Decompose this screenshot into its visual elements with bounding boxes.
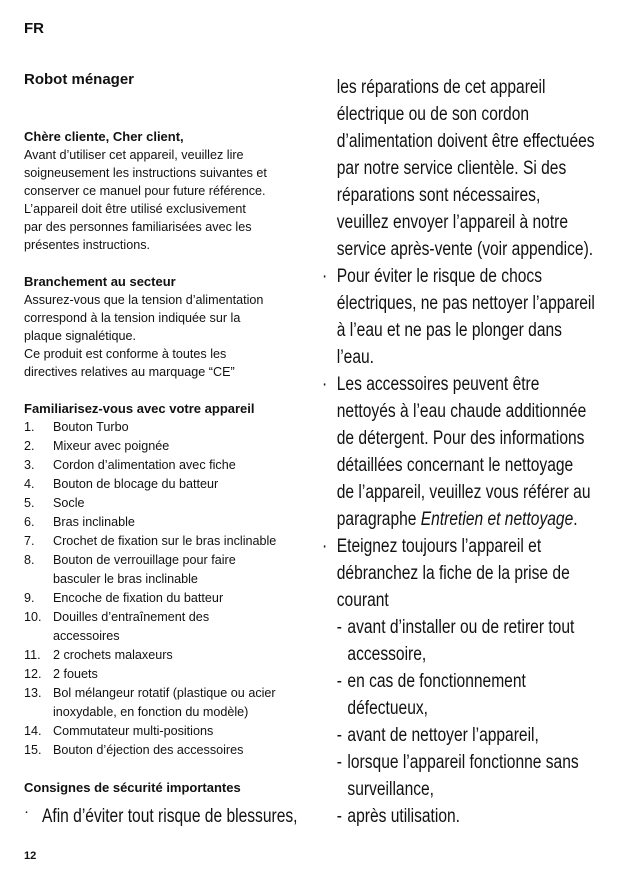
parts-list-item <box>24 551 306 589</box>
text-line: réparations sont nécessaires, <box>336 185 541 206</box>
item-text: Socle <box>53 496 85 510</box>
text-line: lorsque l’appareil fonctionne sans <box>347 752 579 773</box>
item-number: 1. <box>24 420 35 434</box>
text-line: après utilisation. <box>347 806 461 827</box>
item-number: 10. <box>24 610 42 624</box>
power-line: Ce produit est conforme à toutes les <box>24 347 227 361</box>
item-text: basculer le bras inclinable <box>53 572 198 586</box>
item-number: 4. <box>24 477 35 491</box>
text-line: de l’appareil, veuillez vous référer au <box>336 482 591 503</box>
text-line: détaillées concernant le nettoyage <box>336 455 574 476</box>
power-paragraph <box>24 291 306 381</box>
parts-list-item <box>24 418 306 437</box>
dash-icon: - <box>336 671 342 692</box>
item-text: Bol mélangeur rotatif (plastique ou acier <box>53 686 276 700</box>
text-line: avant de nettoyer l’appareil, <box>347 725 539 746</box>
power-line: correspond à la tension indiquée sur la <box>24 311 241 325</box>
power-line: plaque signalétique. <box>24 329 137 343</box>
language-code: FR <box>24 20 44 37</box>
dash-icon: - <box>336 725 342 746</box>
text-line: de détergent. Pour des informations <box>336 428 585 449</box>
text-line-with-reference <box>337 506 613 533</box>
document-title: Robot ménager <box>24 71 135 88</box>
parts-list-item <box>24 475 306 494</box>
text-line: courant <box>336 590 389 611</box>
power-heading: Branchement au secteur <box>24 274 176 289</box>
item-number: 7. <box>24 534 35 548</box>
intro-paragraph <box>24 146 306 254</box>
text-line: avant d’installer ou de retirer tout <box>347 617 575 638</box>
dash-item <box>322 722 612 749</box>
safety-heading: Consignes de sécurité importantes <box>24 780 241 795</box>
parts-list-item <box>24 665 306 684</box>
section-reference: Entretien et nettoyage <box>420 509 574 530</box>
parts-list-item <box>24 589 306 608</box>
item-text: Mixeur avec poignée <box>53 439 170 453</box>
item-text: 2 crochets malaxeurs <box>53 648 173 662</box>
item-text: Encoche de fixation du batteur <box>53 591 224 605</box>
safety-section <box>24 778 306 831</box>
item-text: inoxydable, en fonction du modèle) <box>53 705 249 719</box>
dash-icon: - <box>336 806 342 827</box>
intro-line: présentes instructions. <box>24 238 150 252</box>
text-line: les réparations de cet appareil <box>336 77 546 98</box>
parts-section <box>24 399 306 760</box>
parts-list-item <box>24 532 306 551</box>
text-line: l’eau. <box>336 347 375 368</box>
intro-line: conserver ce manuel pour future référence. <box>24 184 266 198</box>
item-text: accessoires <box>53 629 120 643</box>
item-text: Bouton de verrouillage pour faire <box>53 553 236 567</box>
text-line: Pour éviter le risque de chocs <box>336 266 543 287</box>
text-line: en cas de fonctionnement <box>347 671 526 692</box>
parts-list-item <box>24 741 306 760</box>
text-line: accessoire, <box>347 644 427 665</box>
item-number: 11. <box>24 648 41 662</box>
dash-icon: - <box>336 617 342 638</box>
bullet-electric-shock <box>322 263 612 371</box>
parts-list-item <box>24 646 306 665</box>
dash-icon: - <box>336 752 342 773</box>
right-column <box>322 74 612 830</box>
text-line: Eteignez toujours l’appareil et <box>336 536 542 557</box>
text-line: défectueux, <box>347 698 428 719</box>
parts-list-item <box>24 494 306 513</box>
unplug-conditions-list <box>322 614 612 830</box>
item-text: Cordon d’alimentation avec fiche <box>53 458 236 472</box>
bullet-icon: · <box>322 536 328 557</box>
item-text: Bouton Turbo <box>53 420 129 434</box>
power-line: directives relatives au marquage “CE” <box>24 365 235 379</box>
safety-bullet <box>24 803 306 831</box>
right-text <box>322 74 612 830</box>
text-line: électriques, ne pas nettoyer l’appareil <box>336 293 595 314</box>
parts-list-item <box>24 684 306 722</box>
dash-item <box>322 749 612 803</box>
parts-list-item <box>24 722 306 741</box>
parts-list-item <box>24 513 306 532</box>
intro-line: par des personnes familiarisées avec les <box>24 220 252 234</box>
text-line: surveillance, <box>347 779 435 800</box>
power-section <box>24 272 306 381</box>
item-number: 3. <box>24 458 35 472</box>
intro-section <box>24 127 306 254</box>
power-line: Assurez-vous que la tension d’alimentation <box>24 293 264 307</box>
dash-item <box>322 668 612 722</box>
intro-line: L’appareil doit être utilisé exclusivement <box>24 202 246 216</box>
continued-paragraph <box>322 74 612 263</box>
parts-list-item <box>24 456 306 475</box>
item-text: Douilles d’entraînement des <box>53 610 210 624</box>
bullet-icon: · <box>24 803 29 820</box>
item-text: Bouton d’éjection des accessoires <box>53 743 244 757</box>
text-line: d’alimentation doivent être effectuées <box>336 131 595 152</box>
ref-suffix: . <box>573 509 578 530</box>
intro-line: soigneusement les instructions suivantes et <box>24 166 267 180</box>
item-number: 9. <box>24 591 35 605</box>
item-number: 8. <box>24 553 35 567</box>
text-line: par notre service clientèle. Si des <box>336 158 567 179</box>
item-text: Commutateur multi-positions <box>53 724 214 738</box>
item-text: Crochet de fixation sur le bras inclinable <box>53 534 277 548</box>
safety-first-line: Afin d’éviter tout risque de blessures, <box>42 806 298 827</box>
page-number: 12 <box>24 850 37 862</box>
greeting: Chère cliente, Cher client, <box>24 129 184 144</box>
item-number: 6. <box>24 515 35 529</box>
dash-item <box>322 803 612 830</box>
item-number: 15. <box>24 743 42 757</box>
text-line: veuillez envoyer l’appareil à notre <box>336 212 568 233</box>
parts-list-item <box>24 437 306 456</box>
text-line: nettoyés à l’eau chaude additionnée <box>336 401 587 422</box>
left-column <box>24 69 306 831</box>
item-number: 2. <box>24 439 35 453</box>
ref-prefix: paragraphe <box>336 509 421 530</box>
parts-heading: Familiarisez-vous avec votre appareil <box>24 401 255 416</box>
item-text: 2 fouets <box>53 667 98 681</box>
bullet-icon: · <box>322 374 328 395</box>
parts-list-item <box>24 608 306 646</box>
item-number: 14. <box>24 724 42 738</box>
item-number: 12. <box>24 667 42 681</box>
text-line: service après-vente (voir appendice). <box>336 239 594 260</box>
intro-line: Avant d’utiliser cet appareil, veuillez lire <box>24 148 244 162</box>
text-line: débranchez la fiche de la prise de <box>336 563 570 584</box>
text-line: Les accessoires peuvent être <box>336 374 540 395</box>
parts-list <box>24 418 306 760</box>
item-text: Bras inclinable <box>53 515 135 529</box>
item-text: Bouton de blocage du batteur <box>53 477 219 491</box>
bullet-icon: · <box>322 266 328 287</box>
text-line: à l’eau et ne pas le plonger dans <box>336 320 562 341</box>
dash-item <box>322 614 612 668</box>
item-number: 5. <box>24 496 35 510</box>
bullet-unplug <box>322 533 612 614</box>
text-line: électrique ou de son cordon <box>336 104 530 125</box>
item-number: 13. <box>24 686 42 700</box>
bullet-accessories <box>322 371 612 533</box>
